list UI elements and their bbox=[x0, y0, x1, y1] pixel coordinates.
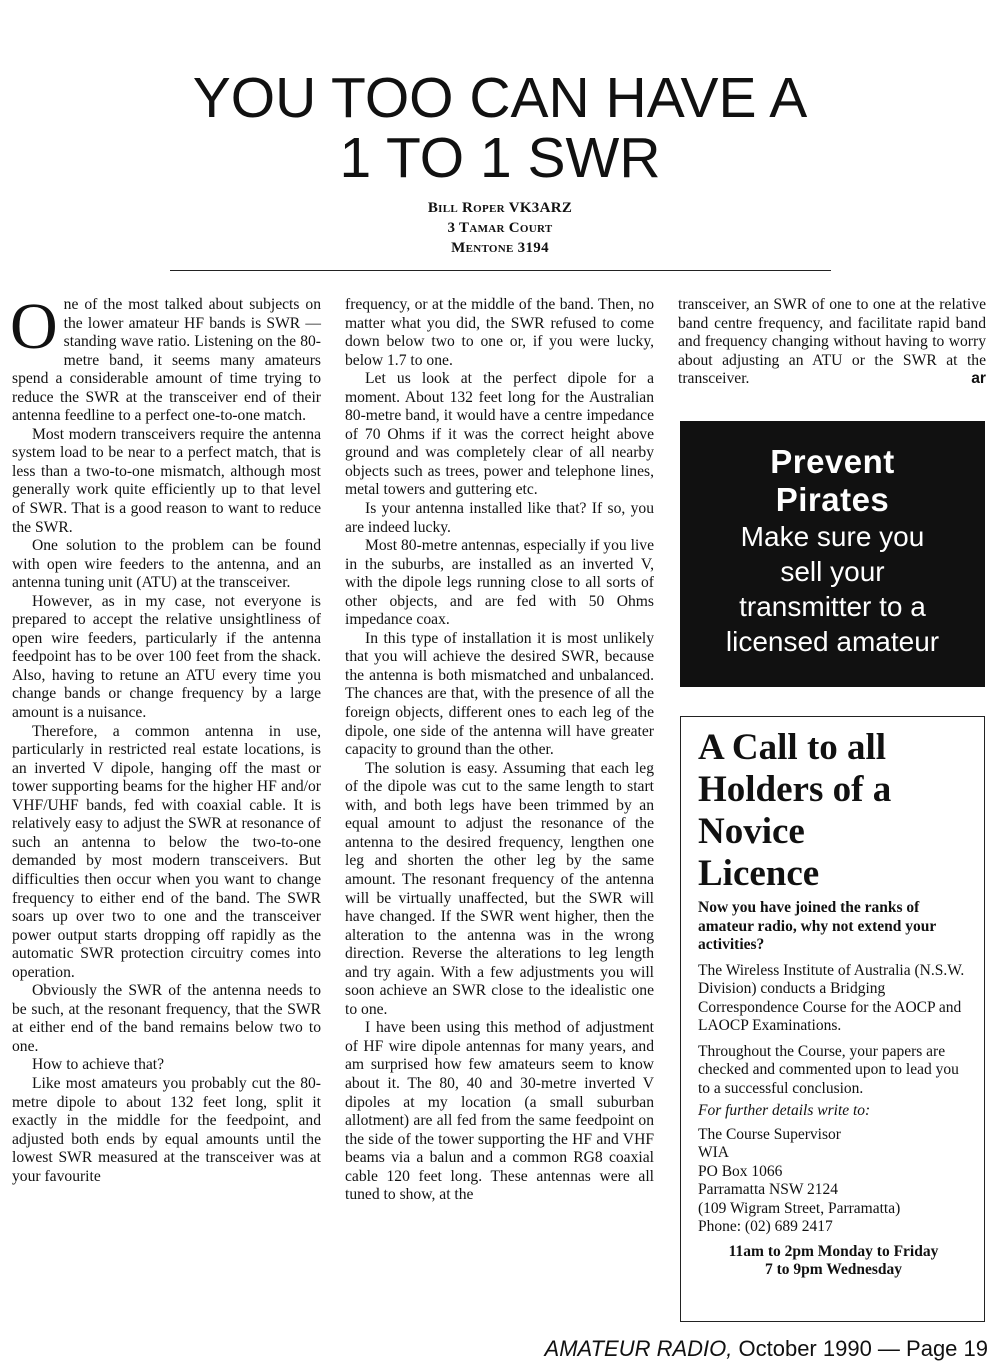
ad-headline-line-2: Pirates bbox=[775, 481, 890, 518]
title-line-2: 1 TO 1 SWR bbox=[339, 126, 661, 190]
ad-headline-line-1: Prevent bbox=[770, 443, 895, 480]
article-paragraph: Most modern transceivers require the antenna system load to be near to a perfect match, that is less than a two-to-one mismatch, although most generally work quite efficiently up to that level of SWR. That is a good reason to want to reduce the SWR. bbox=[12, 425, 321, 536]
ad-text-line-4: licensed amateur bbox=[725, 626, 940, 657]
ad-lead-text: Now you have joined the ranks of amateur radio, why not extend your activities? bbox=[698, 899, 936, 953]
article-paragraph: Is your antenna installed like that? If so, you are indeed lucky. bbox=[345, 500, 654, 536]
ad-hours bbox=[698, 1243, 969, 1280]
article-paragraph: One solution to the problem can be found with open wire feeders to the antenna, and an antenna tuning unit (ATU) at the transceiver. bbox=[12, 537, 321, 592]
phone-line: Phone: (02) 689 2417 bbox=[698, 1218, 833, 1235]
article-paragraph: Therefore, a common antenna in use, particularly in restricted real estate locations, is an inverted V dipole, hanging off the mast or tower supporting beams for the higher HF and/or VHF/UHF bands, fed with coaxial cable. It is relatively easy to adjust the SWR at resonance of such an antenna to below the two-to-one demanded by most modern transceivers. But difficulties then occur when you want to change frequency to either end of the band. The SWR soars up over two to one and the transceiver power output starts dropping off rapidly as the automatic SWR protection circuitry comes into operation. bbox=[12, 722, 321, 981]
address-line: Parramatta NSW 2124 bbox=[698, 1181, 839, 1198]
address-line: The Course Supervisor bbox=[698, 1125, 841, 1143]
hours-line: 11am to 2pm Monday to Friday bbox=[728, 1242, 939, 1260]
byline bbox=[0, 198, 1000, 258]
title-line-1: YOU TOO CAN HAVE A bbox=[192, 66, 808, 130]
address-line: PO Box 1066 bbox=[698, 1162, 783, 1180]
article-paragraph: I have been using this method of adjustment of HF wire dipole antennas for many years, and am surprised how few amateurs seem to know about it. The 80, 40 and 30-metre inverted V dipoles at my location (a small suburban allotment) are all fed from the same feedpoint on the side of the tower supporting the HF and VHF beams via a balun and a common RG8 coaxial cable 120 feet long. These antennas were all tuned to show, at the bbox=[345, 1019, 654, 1204]
article-paragraph bbox=[10, 290, 321, 426]
ad-text-line-3: transmitter to a bbox=[739, 591, 926, 622]
address-line: WIA bbox=[698, 1144, 729, 1161]
article-paragraph: However, as in my case, not everyone is prepared to accept the relative unsightliness of open wire feeders, particularly if the antenna feedpoint has to be over 100 feet from the shack. Also, having to retune an ATU every time you change bands or change frequency by a large amount is a nuisance. bbox=[12, 592, 321, 722]
prevent-pirates-ad bbox=[680, 421, 985, 687]
title-divider bbox=[170, 270, 831, 271]
ad-headline-line-2: Holders of a bbox=[698, 769, 892, 810]
ad-headline-line-4: Licence bbox=[698, 853, 820, 894]
article-paragraph: How to achieve that? bbox=[32, 1056, 165, 1074]
issue-and-page: October 1990 — Page 19 bbox=[738, 1336, 988, 1361]
ad-headline-line-1: A Call to all bbox=[698, 727, 887, 768]
article-paragraph: Let us look at the perfect dipole for a moment. About 132 feet long for the Australian 80-metre band, it would have a centre impedance of 70 Ohms if it was the correct height above ground and was completely clear of all nearby objects such as trees, power and telephone lines, metal towers and guttering etc. bbox=[345, 370, 654, 499]
end-mark: ar bbox=[971, 370, 986, 388]
article-paragraph: Most 80-metre antennas, especially if you live in the suburbs, are installed as an inverted V, with the dipole legs running close to all sorts of other objects, and are fed with 50 Ohms impedance coax. bbox=[345, 537, 654, 629]
ad-details-prompt: For further details write to: bbox=[698, 1102, 871, 1119]
article-paragraph: In this type of installation it is most unlikely that you will achieve the desired SWR, because the antenna is both mismatched and unbalanced. The chances are that, with the presence of all the foreign objects, different ones to each leg of the dipole, one side of the antenna will have greater capacity to ground than the other. bbox=[345, 629, 654, 759]
article-column-1 bbox=[10, 290, 321, 1186]
article-paragraph: Obviously the SWR of the antenna needs to be such, at the resonant frequency, that the SWR at either end of the band remains below two to one. bbox=[12, 982, 321, 1055]
drop-cap: O bbox=[10, 290, 58, 363]
ad-address bbox=[698, 1126, 969, 1237]
ad-text-line-1: Make sure you bbox=[740, 521, 925, 552]
hours-line: 7 to 9pm Wednesday bbox=[764, 1261, 903, 1278]
author-address-line-2: Mentone 3194 bbox=[451, 240, 549, 256]
article-paragraph: frequency, or at the middle of the band. Then, no matter what you did, the SWR refused to come down below two to one or, if you were lucky, below 1.7 to one. bbox=[345, 296, 654, 369]
article-paragraph: Like most amateurs you probably cut the 80-metre dipole to about 132 feet long, split it exactly in the middle for the feedpoint, and adjusted both ends by equal amounts until the lowest SWR measured at the transceiver was at your favourite bbox=[12, 1074, 321, 1185]
article-column-2 bbox=[345, 296, 654, 1205]
magazine-name: AMATEUR RADIO, bbox=[544, 1336, 733, 1361]
ad-paragraph: The Wireless Institute of Australia (N.S.W. Division) conducts a Bridging Correspondence Course for the AOCP and LAOCP Examinations. bbox=[698, 961, 965, 1034]
paragraph-text: transceiver, an SWR of one to one at the relative band centre frequency, and facilitate rapid band and frequency changing without having to worry about adjusting an ATU or the SWR at the transceiver. bbox=[678, 296, 986, 388]
paragraph-text: ne of the most talked about subjects on the lower amateur HF bands is SWR — standing wave ratio. Listening on the 80-metre band, it seems many amateurs spend a considerable amount of time trying to reduce the SWR at the transceiver end of their antenna feedline to a perfect one-to-one match. bbox=[12, 296, 321, 425]
article-title bbox=[0, 68, 1000, 188]
ad-paragraph: Throughout the Course, your papers are checked and commented upon to lead you to a successful conclusion. bbox=[698, 1042, 959, 1097]
address-line: (109 Wigram Street, Parramatta) bbox=[698, 1199, 901, 1217]
article-paragraph: The solution is easy. Assuming that each leg of the dipole was cut to the same length to start with, and both legs have been trimmed by an equal amount to adjust the resonance of the antenna to the desired frequency, lengthen one leg and shorten the other leg by the same amount. The resonant frequency of the antenna will be virtually unaffected, but the SWR will have changed. If the SWR went higher, then the alteration to the antenna was in the wrong direction. Reverse the alterations to leg length and try again. With a few adjustments you will soon achieve an SWR close to the idealistic one to one. bbox=[345, 759, 654, 1018]
ad-headline-line-3: Novice bbox=[698, 811, 805, 852]
article-paragraph bbox=[678, 296, 986, 389]
author-name: Bill Roper VK3ARZ bbox=[427, 200, 573, 216]
ad-text-line-2: sell your bbox=[780, 556, 885, 587]
author-address-line-1: 3 Tamar Court bbox=[447, 220, 553, 236]
novice-licence-ad bbox=[680, 716, 985, 1322]
page-footer bbox=[545, 1336, 988, 1362]
article-column-3 bbox=[678, 296, 986, 389]
